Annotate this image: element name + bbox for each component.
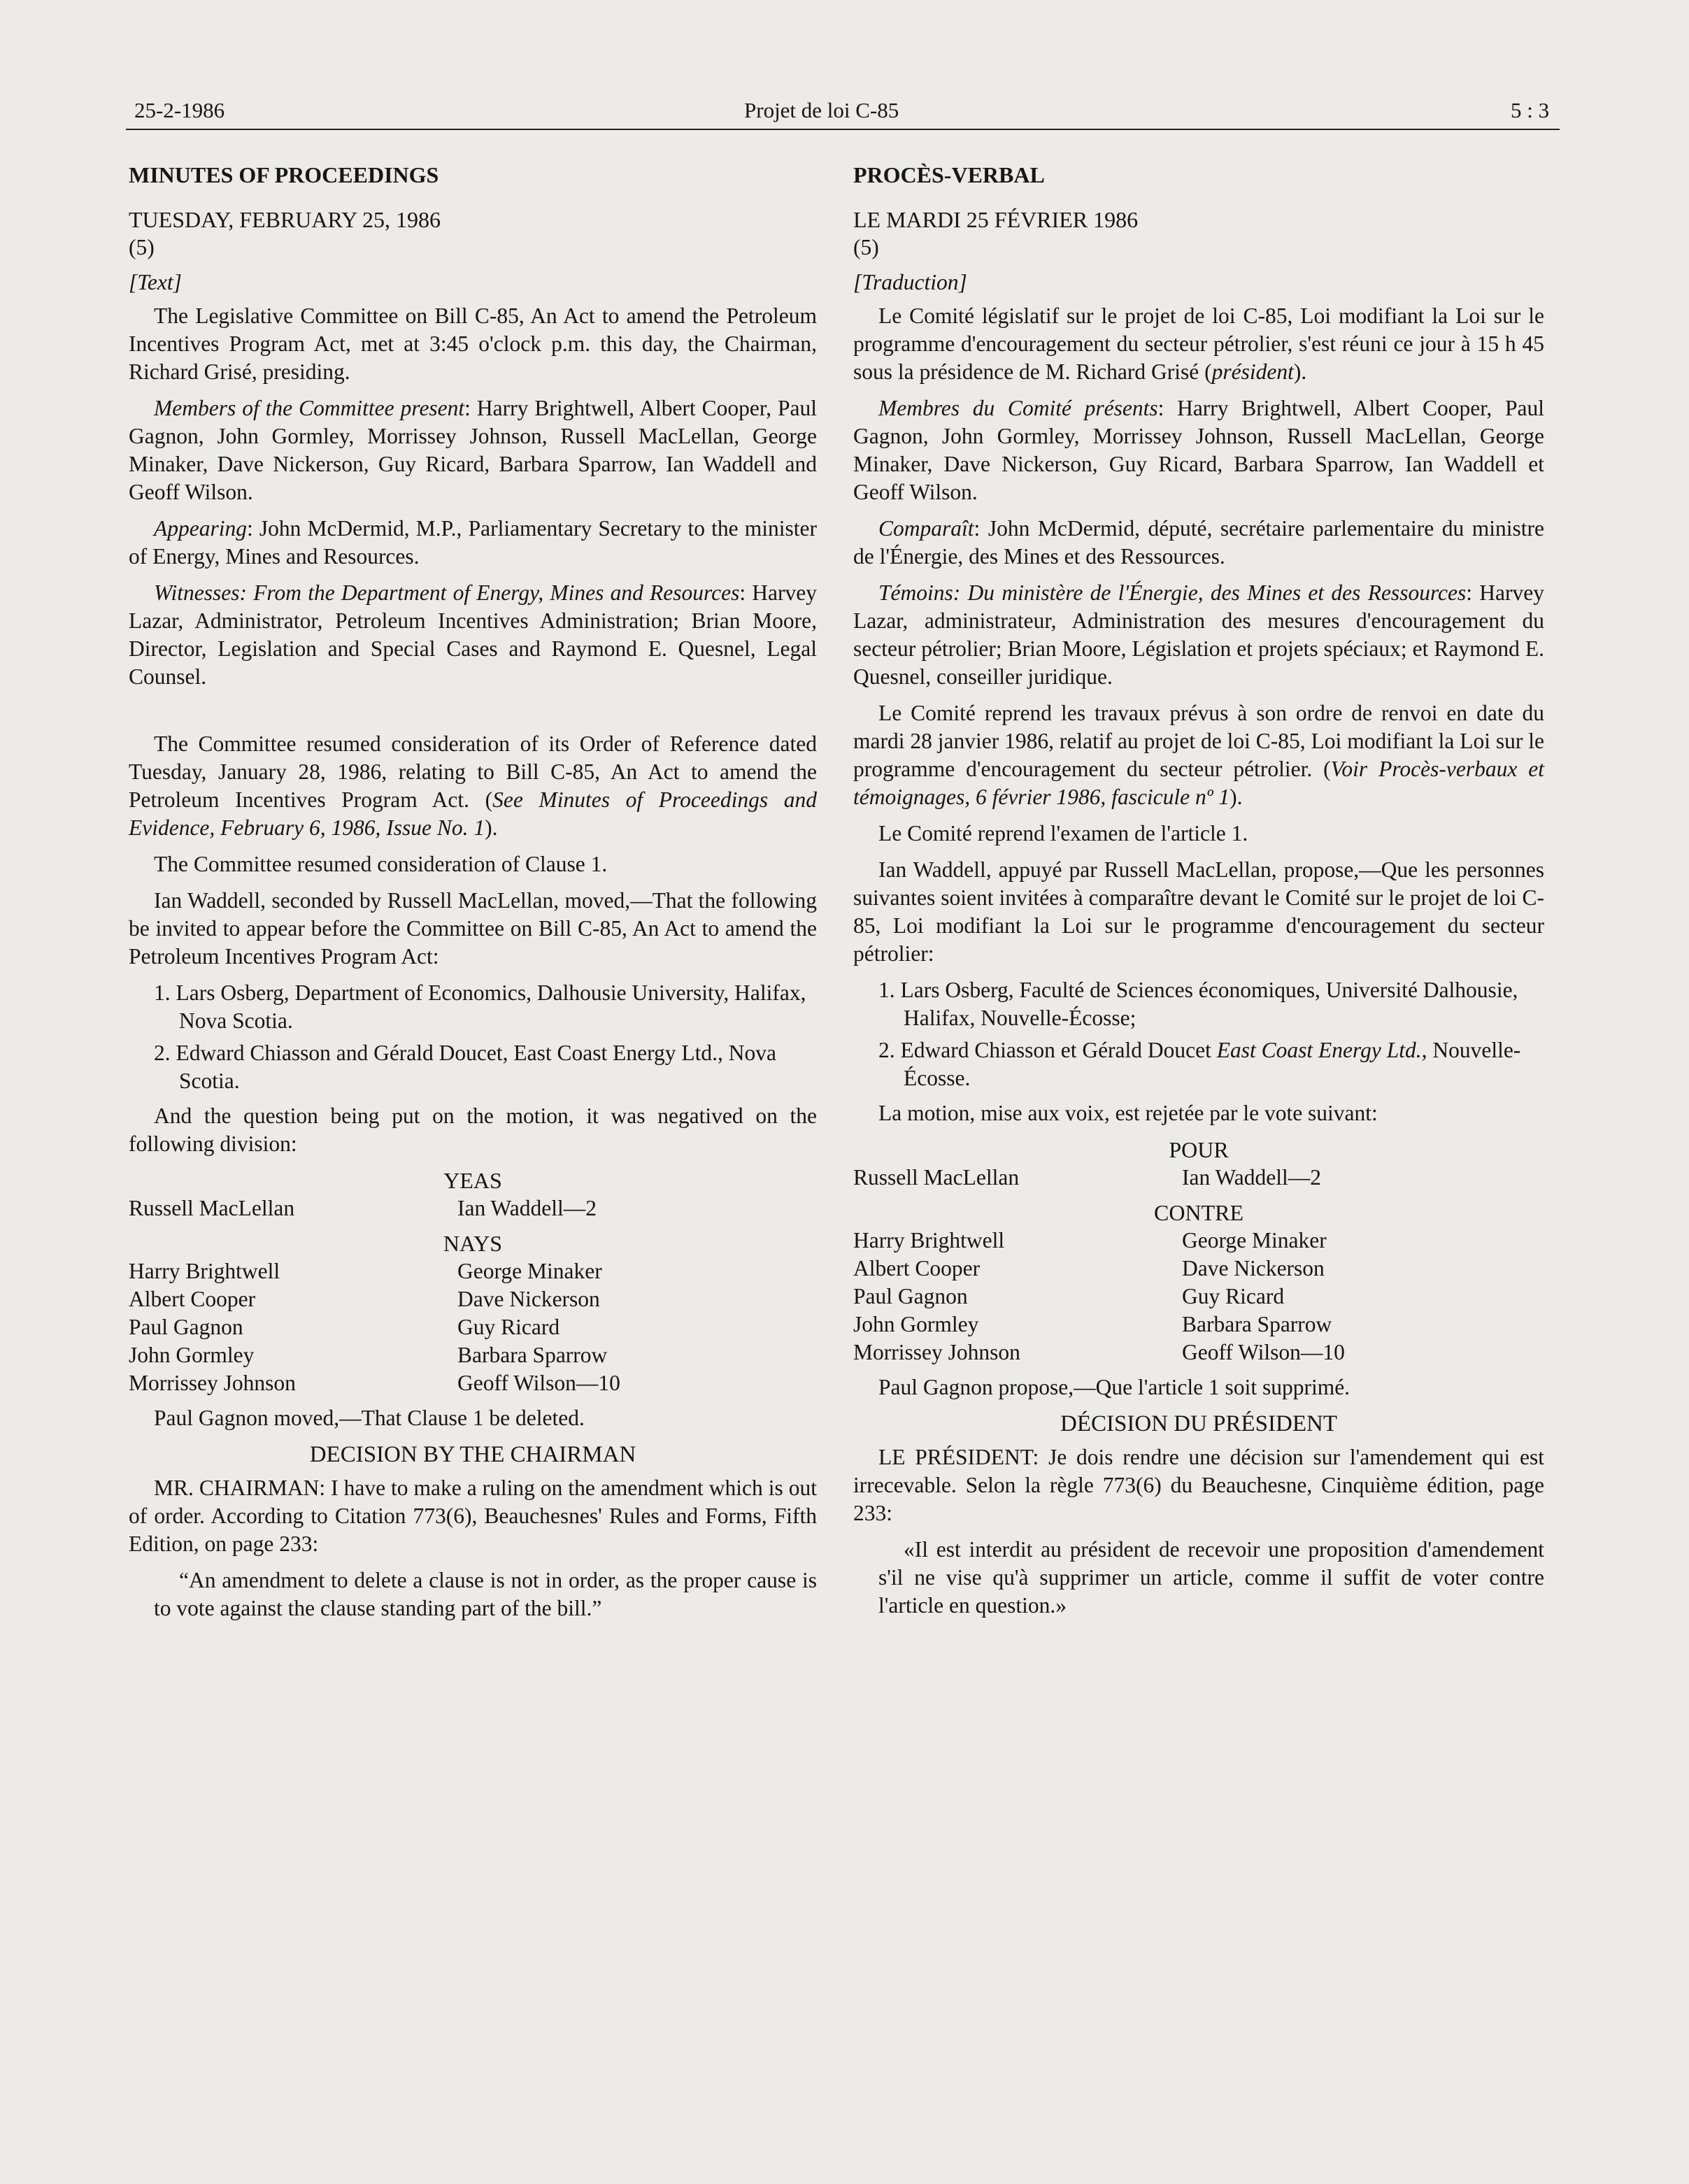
voter-name: Albert Cooper: [129, 1287, 256, 1311]
yeas-heading: YEAS: [443, 1168, 502, 1193]
question-paragraph-fr: La motion, mise aux voix, est rejetée par le vote suivant:: [878, 1101, 1378, 1125]
voter-name: Geoff Wilson—10: [1182, 1340, 1345, 1364]
vote-row: [129, 1194, 817, 1222]
contre-heading: CONTRE: [1154, 1200, 1243, 1225]
appearing-label: Appearing: [154, 516, 247, 541]
appearing-paragraph: [129, 515, 817, 571]
voter-name: Morrissey Johnson: [129, 1371, 296, 1395]
list-item-end: , Nouvelle-Écosse.: [904, 1038, 1521, 1090]
voter-name: Paul Gagnon: [129, 1315, 243, 1339]
resumed-reference-fr: Voir Procès-verbaux et témoignages, 6 février 1986, fascicule nº 1: [853, 757, 1544, 809]
vote-row: [853, 1339, 1544, 1366]
ruling-paragraph-fr: LE PRÉSIDENT: Je dois rendre une décision sur l'amendement qui est irrecevable. Selon la règle 773(6) du Beauchesne, Cinquième édition, page 233:: [853, 1445, 1544, 1525]
citation-quote-fr: «Il est interdit au président de recevoir une proposition d'amendement s'il ne vise qu'à supprimer un article, comme il suffit de voter contre l'article en question.»: [878, 1537, 1544, 1618]
intro-paragraph: The Legislative Committee on Bill C-85, An Act to amend the Petroleum Incentives Program Act, met at 3:45 o'clock p.m. this day, the Chairman, Richard Grisé, presiding.: [129, 304, 817, 384]
list-item: 2. Edward Chiasson and Gérald Doucet, East Coast Energy Ltd., Nova Scotia.: [154, 1041, 776, 1093]
vote-row: [853, 1283, 1544, 1311]
citation-quote: “An amendment to delete a clause is not in order, as the proper cause is to vote against the clause standing part of the bill.”: [154, 1568, 817, 1620]
delete-motion: Paul Gagnon moved,—That Clause 1 be deleted.: [154, 1406, 585, 1430]
resumed-paragraph-fr: [853, 699, 1544, 811]
voter-name: Paul Gagnon: [853, 1284, 968, 1308]
members-paragraph: [129, 394, 817, 506]
yeas-block: [129, 1166, 817, 1222]
vote-row: [129, 1313, 817, 1341]
voter-name: George Minaker: [1182, 1228, 1327, 1252]
question-paragraph: And the question being put on the motion, it was negatived on the following division:: [129, 1104, 817, 1156]
appearing-paragraph-fr: [853, 515, 1544, 571]
voter-name: Guy Ricard: [1182, 1284, 1285, 1308]
appearing-label-fr: Comparaît: [878, 516, 974, 541]
resumed-reference: See Minutes of Proceedings and Evidence, February 6, 1986, Issue No. 1: [129, 787, 817, 840]
ruling-paragraph: MR. CHAIRMAN: I have to make a ruling on the amendment which is out of order. According to Citation 773(6), Beauchesnes' Rules and Forms, Fifth Edition, on page 233:: [129, 1476, 817, 1556]
voter-name: Geoff Wilson—10: [457, 1371, 620, 1395]
intro-end-fr: ).: [1293, 359, 1307, 384]
witness-list: [129, 979, 817, 1095]
issue-number-fr: (5): [853, 235, 879, 259]
decision-heading: DECISION BY THE CHAIRMAN: [309, 1442, 636, 1467]
voter-name: John Gormley: [129, 1343, 255, 1367]
list-item-text: 2. Edward Chiasson et Gérald Doucet: [878, 1038, 1217, 1062]
voter-name: George Minaker: [457, 1259, 602, 1283]
french-column: [853, 161, 1544, 1620]
voter-name: Barbara Sparrow: [1182, 1312, 1332, 1336]
vote-row: [853, 1255, 1544, 1283]
list-item: [853, 1036, 1544, 1092]
header-date: 25-2-1986: [134, 98, 225, 122]
voter-name: Ian Waddell—2: [1182, 1165, 1321, 1190]
intro-text-fr: Le Comité législatif sur le projet de loi C-85, Loi modifiant la Loi sur le programme d'encouragement du secteur pétrolier, s'est réuni ce jour à 15 h 45 sous la présidence de M. Richard Grisé (: [853, 304, 1544, 384]
resumed-text: The Committee resumed consideration of its Order of Reference dated Tuesday, January 28, 1986, relating to Bill C-85, An Act to amend the Petroleum Incentives Program Act. (: [129, 731, 817, 812]
members-label-fr: Membres du Comité présents: [878, 396, 1158, 420]
appearing-text: : John McDermid, M.P., Parliamentary Secretary to the minister of Energy, Mines and Resources.: [129, 516, 817, 569]
witnesses-label-fr: Témoins: [878, 580, 953, 605]
clause-paragraph-fr: Le Comité reprend l'examen de l'article 1.: [878, 821, 1248, 845]
members-paragraph-fr: [853, 394, 1544, 506]
nays-heading: NAYS: [443, 1231, 503, 1256]
text-tag: [Text]: [129, 270, 182, 294]
voter-name: Albert Cooper: [853, 1256, 981, 1280]
vote-row: [853, 1311, 1544, 1339]
witnesses-department-fr: : Du ministère de l'Énergie, des Mines et des Ressources: [953, 580, 1467, 605]
translation-tag: [Traduction]: [853, 270, 967, 294]
members-list-fr: : Harry Brightwell, Albert Cooper, Paul Gagnon, John Gormley, Morrissey Johnson, Russell MacLellan, George Minaker, Dave Nickerson, Guy Ricard, Barbara Sparrow, Ian Waddell et Geoff Wilson.: [853, 396, 1544, 504]
witnesses-paragraph-fr: [853, 579, 1544, 691]
list-item: 1. Lars Osberg, Faculté de Sciences économiques, Université Dalhousie, Halifax, Nouvelle-Écosse;: [878, 978, 1518, 1030]
meeting-date-fr: LE MARDI 25 FÉVRIER 1986: [853, 207, 1139, 232]
vote-row: [129, 1369, 817, 1397]
list-item: 1. Lars Osberg, Department of Economics, Dalhousie University, Halifax, Nova Scotia.: [154, 980, 806, 1033]
voter-name: Ian Waddell—2: [457, 1196, 597, 1220]
voter-name: Guy Ricard: [457, 1315, 560, 1339]
minutes-title: MINUTES OF PROCEEDINGS: [129, 162, 439, 187]
resumed-paragraph: [129, 730, 817, 842]
meeting-date: TUESDAY, FEBRUARY 25, 1986: [129, 207, 441, 232]
clause-paragraph: The Committee resumed consideration of Clause 1.: [154, 852, 608, 876]
members-list: : Harry Brightwell, Albert Cooper, Paul Gagnon, John Gormley, Morrissey Johnson, Russell MacLellan, George Minaker, Dave Nickerson, Guy Ricard, Barbara Sparrow, Ian Waddell and Geoff Wilson.: [129, 396, 817, 504]
motion-paragraph-fr: Ian Waddell, appuyé par Russell MacLellan, propose,—Que les personnes suivantes soient invitées à comparaître devant le Comité sur le projet de loi C-85, Loi modifiant la Loi sur le programme d'encouragement du secteur pétrolier:: [853, 857, 1544, 966]
vote-row: [129, 1341, 817, 1369]
proces-verbal-title: PROCÈS-VERBAL: [853, 162, 1045, 187]
decision-heading-fr: DÉCISION DU PRÉSIDENT: [1060, 1411, 1337, 1436]
voter-name: Morrissey Johnson: [853, 1340, 1020, 1364]
witnesses-text-fr: : Harvey Lazar, administrateur, Administration des mesures d'encouragement du secteur pétrolier; Brian Moore, Législation et projets spéciaux; et Raymond E. Quesnel, conseiller juridique.: [853, 580, 1545, 689]
motion-paragraph: Ian Waddell, seconded by Russell MacLellan, moved,—That the following be invited to appear before the Committee on Bill C-85, An Act to amend the Petroleum Incentives Program Act:: [129, 888, 817, 969]
voter-name: Russell MacLellan: [129, 1196, 295, 1220]
voter-name: Russell MacLellan: [853, 1165, 1020, 1190]
delete-motion-fr: Paul Gagnon propose,—Que l'article 1 soit supprimé.: [878, 1375, 1351, 1399]
members-label: Members of the Committee present: [154, 396, 465, 420]
vote-row: [853, 1227, 1544, 1255]
vote-row: [129, 1257, 817, 1285]
header-rule: [126, 129, 1560, 130]
voter-name: Dave Nickerson: [1182, 1256, 1325, 1280]
vote-row: [853, 1164, 1544, 1192]
witnesses-paragraph: [129, 579, 817, 691]
nays-block: [129, 1229, 817, 1397]
appearing-text-fr: : John McDermid, député, secrétaire parlementaire du ministre de l'Énergie, des Mines et des Ressources.: [853, 516, 1544, 569]
vote-row: [129, 1285, 817, 1313]
voter-name: Harry Brightwell: [129, 1259, 280, 1283]
witnesses-label: Witnesses: [154, 580, 240, 605]
pour-block: [853, 1136, 1544, 1192]
contre-block: [853, 1199, 1544, 1366]
header-title: Projet de loi C-85: [744, 98, 899, 122]
resumed-end: ).: [485, 815, 498, 840]
voter-name: John Gormley: [853, 1312, 979, 1336]
resumed-end-fr: ).: [1230, 785, 1243, 809]
president-label: président: [1211, 359, 1294, 384]
issue-number: (5): [129, 235, 155, 259]
voter-name: Harry Brightwell: [853, 1228, 1005, 1252]
intro-paragraph-fr: [853, 302, 1544, 386]
company-name: East Coast Energy Ltd.: [1216, 1038, 1422, 1062]
voter-name: Barbara Sparrow: [457, 1343, 608, 1367]
witnesses-department: : From the Department of Energy, Mines and Resources: [239, 580, 740, 605]
header-page-number: 5 : 3: [1511, 98, 1550, 122]
voter-name: Dave Nickerson: [457, 1287, 600, 1311]
witness-list-fr: [853, 976, 1544, 1092]
pour-heading: POUR: [1169, 1137, 1229, 1162]
english-column: [129, 161, 817, 1622]
resumed-text-fr: Le Comité reprend les travaux prévus à son ordre de renvoi en date du mardi 28 janvier 1986, relatif au projet de loi C-85, Loi modifiant la Loi sur le programme d'encouragement du secteur pétrolier. (: [853, 701, 1544, 781]
witnesses-text: : Harvey Lazar, Administrator, Petroleum Incentives Administration; Brian Moore, Director, Legislation and Special Cases and Raymond E. Quesnel, Legal Counsel.: [129, 580, 817, 689]
